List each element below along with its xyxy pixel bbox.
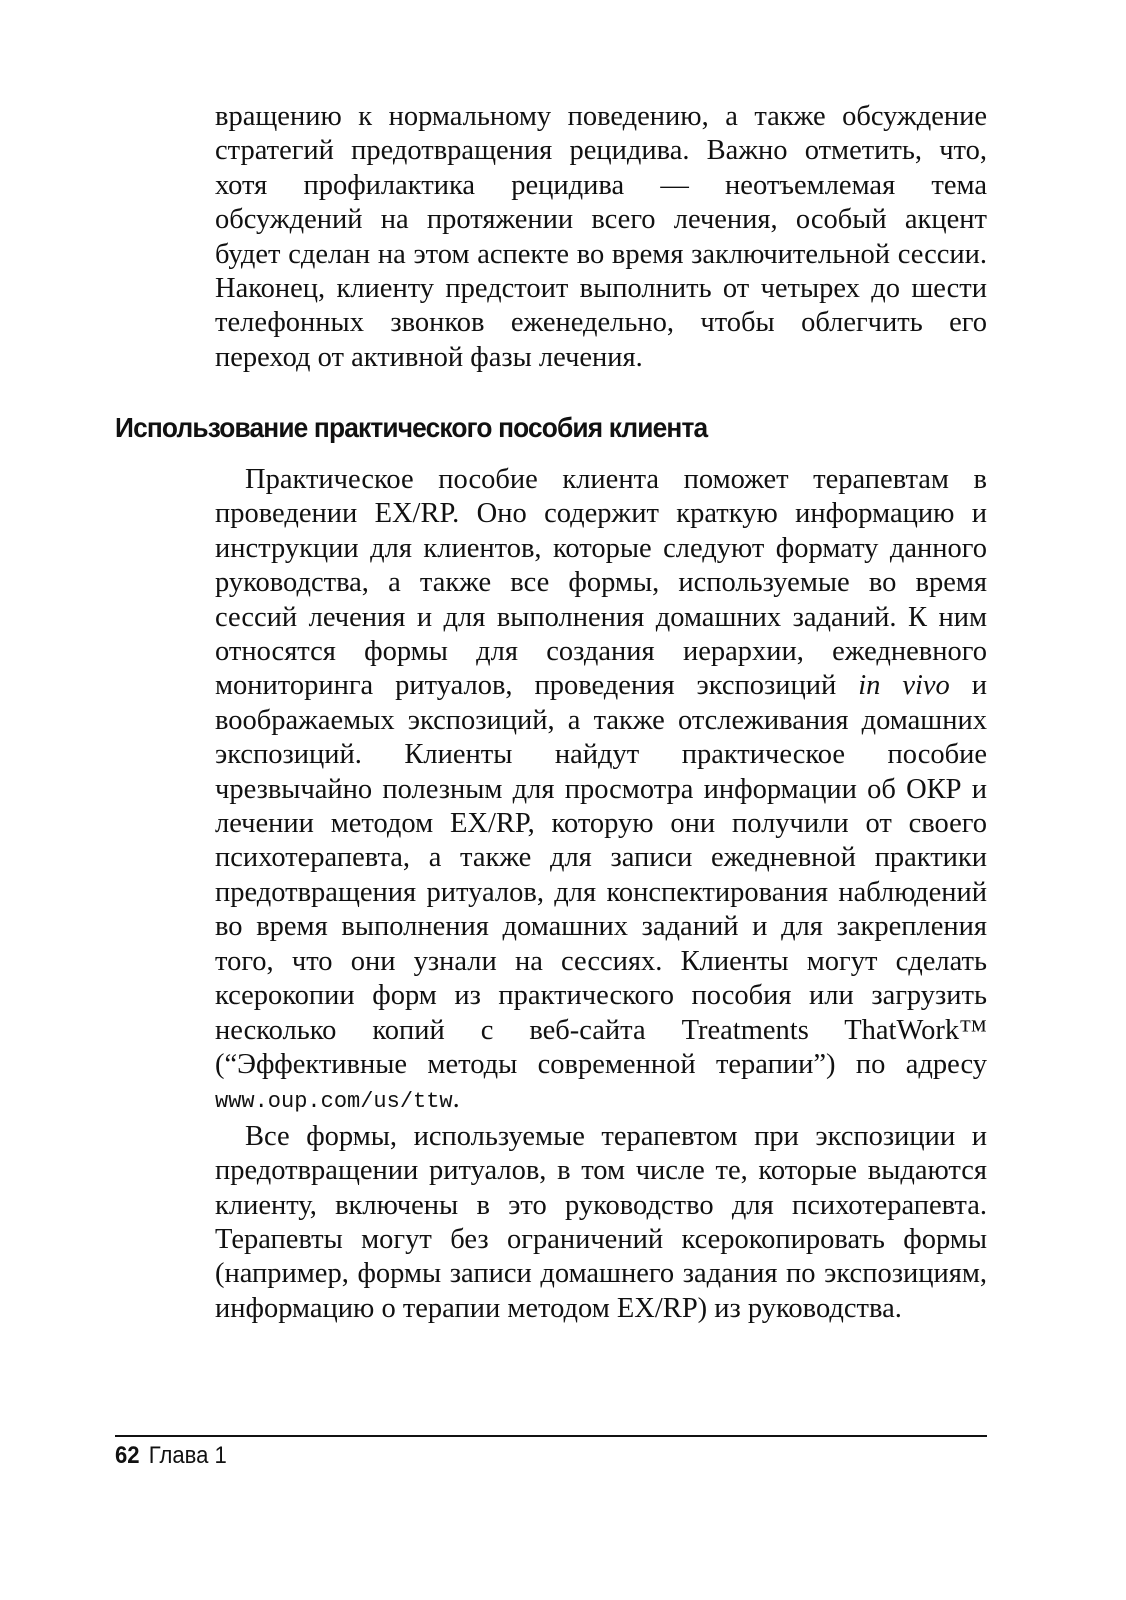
paragraph-1	[215, 463, 987, 1120]
in-vivo-term: in vivo	[858, 670, 950, 702]
paragraph-1-end: .	[452, 1083, 460, 1115]
page-footer	[115, 1440, 227, 1472]
continued-paragraph-block	[215, 100, 987, 375]
footer-rule	[115, 1435, 987, 1437]
continued-paragraph: вращению к нормальному поведению, а также обсуждение стратегий предотвращения рецидива. Важно отметить, что, хотя профилактика рецидива — неотъемлемая тема обсуждений на протяжении всего лечения, особый акцент будет сделан на этом аспекте во время заключительной сессии. Наконец, клиенту предстоит выполнить от четырех до шести телефонных звонков еженедельно, чтобы облегчить его переход от активной фазы лечения.	[215, 101, 987, 373]
paragraph-2: Все формы, используемые терапевтом при экспозиции и предотвращении ритуалов, в том числе те, которые выдаются клиенту, включены в это руководство для психотерапевта. Терапевты могут без ограничений ксерокопировать формы (например, формы записи домашнего задания по экспозициям, информацию о терапии методом EX/RP) из руководства.	[215, 1120, 987, 1324]
website-url: www.oup.com/us/ttw	[215, 1089, 453, 1115]
paragraph-1-part-2: и воображаемых экспозиций, а также отслеживания домашних экспозиций. Клиенты найдут практическое пособие чрезвычайно полезным для просмотра информации об ОКР и лечении методом EX/RP, которую они получили от своего психотерапевта, а также для записи ежедневной практики предотвращения ритуалов, для конспектирования наблюдений во время выполнения домашних заданий и для закрепления того, что они узнали на сессиях. Клиенты могут сделать ксерокопии форм из практического пособия или загрузить несколько копий с веб-сайта Treatments ThatWork™ (“Эффективные методы современной терапии”) по адресу	[215, 670, 987, 1080]
page-number: 62	[115, 1442, 140, 1469]
section-body	[215, 463, 987, 1326]
section-heading: Использование практического пособия клиента	[115, 412, 708, 443]
chapter-label: Глава 1	[148, 1442, 227, 1469]
paragraph-1-part-1: Практическое пособие клиента поможет терапевтам в проведении EX/RP. Оно содержит краткую информацию и инструкции для клиентов, которые следуют формату данного руководства, а также все формы, используемые во время сессий лечения и для выполнения домашних заданий. К ним относятся формы для создания иерархии, ежедневного мониторинга ритуалов, проведения экспозиций	[215, 464, 987, 702]
